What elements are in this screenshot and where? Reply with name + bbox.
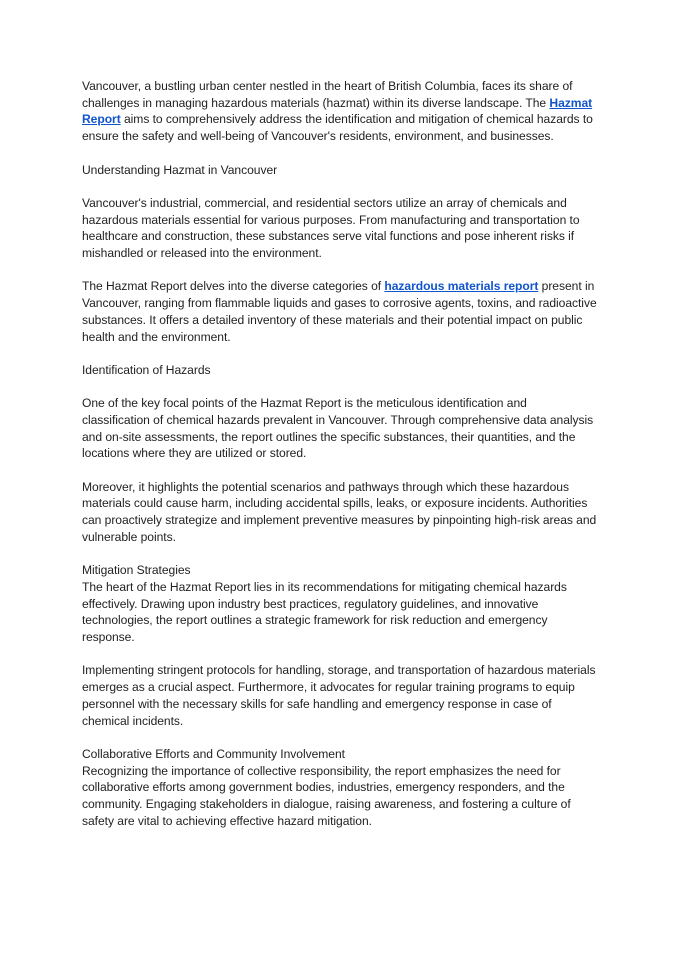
section-heading-understanding: Understanding Hazmat in Vancouver — [82, 162, 278, 177]
document-body — [82, 78, 597, 846]
section-heading-identification: Identification of Hazards — [82, 362, 211, 377]
understanding-paragraph-2 — [82, 278, 597, 345]
section-heading-mitigation: Mitigation Strategies — [82, 563, 191, 578]
identification-paragraph-2: Moreover, it highlights the potential scenarios and pathways through which these hazardous materials could cause harm, including accidental spills, leaks, or exposure incidents. Authorities can proactively strategize and implement preventive measures by pinpointing high-risk areas and vulnerable points. — [82, 479, 597, 544]
understanding-paragraph-1: Vancouver's industrial, commercial, and residential sectors utilize an array of chemicals and hazardous materials essential for various purposes. From manufacturing and transportation to healthcare and construction, these substances serve vital functions and pose inherent risks if mishandled or released into the environment. — [82, 195, 580, 260]
identification-paragraph-1: One of the key focal points of the Hazmat Report is the meticulous identification and classification of chemical hazards prevalent in Vancouver. Through comprehensive data analysis and on-site assessments, the report outlines the specific substances, their quantities, and the locations where they are utilized or stored. — [82, 396, 594, 461]
hazardous-materials-report-link[interactable]: hazardous materials report — [384, 279, 539, 294]
mitigation-paragraph-2: Implementing stringent protocols for handling, storage, and transportation of hazardous materials emerges as a crucial aspect. Furthermore, it advocates for regular training programs to equip personnel with the necessary skills for safe handling and emergency response in case of chemical incidents. — [82, 663, 596, 728]
mitigation-paragraph-1: The heart of the Hazmat Report lies in its recommendations for mitigating chemical hazards effectively. Drawing upon industry best practices, regulatory guidelines, and innovative technologies, the report outlines a strategic framework for risk reduction and emergency response. — [82, 579, 567, 645]
understanding-text-before: The Hazmat Report delves into the diverse categories of — [82, 279, 385, 294]
intro-text-before: Vancouver, a bustling urban center nestled in the heart of British Columbia, faces its share of challenges in managing hazardous materials (hazmat) within its diverse landscape. The — [82, 79, 573, 110]
hazmat-report-link[interactable]: Hazmat Report — [82, 95, 593, 127]
intro-text-after: aims to comprehensively address the identification and mitigation of chemical hazards to ensure the safety and well-being of Vancouver's residents, environment, and businesses. — [82, 112, 593, 144]
section-heading-collaborative: Collaborative Efforts and Community Involvement — [82, 746, 345, 761]
collaborative-paragraph-1: Recognizing the importance of collective responsibility, the report emphasizes the need for collaborative efforts among government bodies, industries, emergency responders, and the community. Engaging stakeholders in dialogue, raising awareness, and fostering a culture of safety are vital to achieving effective hazard mitigation. — [82, 763, 571, 828]
intro-paragraph — [82, 78, 597, 145]
understanding-text-after: present in Vancouver, ranging from flammable liquids and gases to corrosive agents, toxins, and radioactive substances. It offers a detailed inventory of these materials and their potential impact on public health and the environment. — [82, 279, 597, 344]
